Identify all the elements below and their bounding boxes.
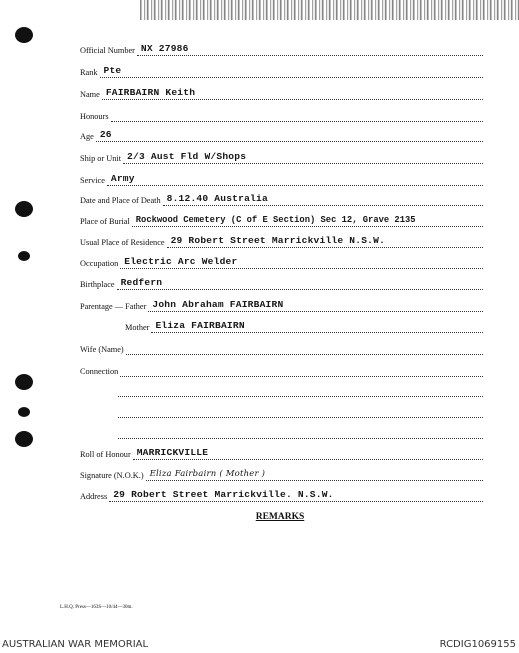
service-value: Army <box>110 173 135 184</box>
field-name: Name FAIRBAIRN Keith <box>80 84 483 100</box>
field-rank: Rank Pte <box>80 62 483 78</box>
punch-hole-icon <box>15 374 33 390</box>
occupation-value: Electric Arc Welder <box>124 256 238 267</box>
mother-value: Eliza FAIRBAIRN <box>155 320 245 331</box>
roll-of-honour-value: MARRICKVILLE <box>136 447 209 458</box>
field-father: Parentage — Father John Abraham FAIRBAIRN <box>80 296 483 312</box>
connection-continuation-line <box>118 423 483 439</box>
official-number-value: NX 27986 <box>140 43 189 54</box>
field-service: Service Army <box>80 170 483 186</box>
field-ship-or-unit: Ship or Unit 2/3 Aust Fld W/Shops <box>80 148 483 164</box>
punch-hole-icon <box>15 431 33 447</box>
signature-value: Eliza Fairbairn ( Mother ) <box>149 469 266 479</box>
field-official-number: Official Number NX 27986 <box>80 40 483 56</box>
ship-or-unit-value: 2/3 Aust Fld W/Shops <box>127 151 247 162</box>
field-honours: Honours <box>80 106 483 122</box>
field-date-place-death: Date and Place of Death 8.12.40 Australia <box>80 190 483 206</box>
field-roll-of-honour: Roll of Honour MARRICKVILLE <box>80 444 483 460</box>
field-usual-residence: Usual Place of Residence 29 Robert Street Marrickville N.S.W. <box>80 232 483 248</box>
usual-residence-value: 29 Robert Street Marrickville N.S.W. <box>170 235 386 246</box>
field-wife: Wife (Name) <box>80 339 483 355</box>
rank-value: Pte <box>103 65 122 76</box>
place-of-burial-value: Rockwood Cemetery (C of E Section) Sec 12, Grave 2135 <box>135 215 416 225</box>
name-value: FAIRBAIRN Keith <box>105 87 196 98</box>
remarks-heading: REMARKS <box>255 512 305 522</box>
punch-hole-icon <box>18 407 30 417</box>
field-mother: Mother Eliza FAIRBAIRN <box>125 317 483 333</box>
printer-imprint: L.H.Q. Press—163S—10/44—30m. <box>60 605 133 610</box>
field-connection: Connection <box>80 361 483 377</box>
age-value: 26 <box>99 129 112 140</box>
punch-hole-icon <box>18 251 30 261</box>
punch-hole-icon <box>15 27 33 43</box>
date-place-death-value: 8.12.40 Australia <box>166 193 268 204</box>
birthplace-value: Redfern <box>120 277 163 288</box>
field-signature: Signature (N.O.K.) Eliza Fairbairn ( Mother ) <box>80 465 483 481</box>
address-value: 29 Robert Street Marrickville. N.S.W. <box>113 489 334 500</box>
field-occupation: Occupation Electric Arc Welder <box>80 253 483 269</box>
field-birthplace: Birthplace Redfern <box>80 274 483 290</box>
connection-continuation-line <box>118 381 483 397</box>
footer-institution: AUSTRALIAN WAR MEMORIAL <box>2 639 149 650</box>
punch-hole-icon <box>15 201 33 217</box>
field-place-of-burial: Place of Burial Rockwood Cemetery (C of E Section) Sec 12, Grave 2135 <box>80 211 483 227</box>
field-address: Address 29 Robert Street Marrickville. N.S.W. <box>80 486 483 502</box>
archive-footer <box>0 636 519 653</box>
footer-record-id: RCDIG1069155 <box>439 639 516 650</box>
connection-continuation-line <box>118 402 483 418</box>
father-value: John Abraham FAIRBAIRN <box>152 299 284 310</box>
scan-edge-noise <box>140 0 519 20</box>
field-age: Age 26 <box>80 126 483 142</box>
